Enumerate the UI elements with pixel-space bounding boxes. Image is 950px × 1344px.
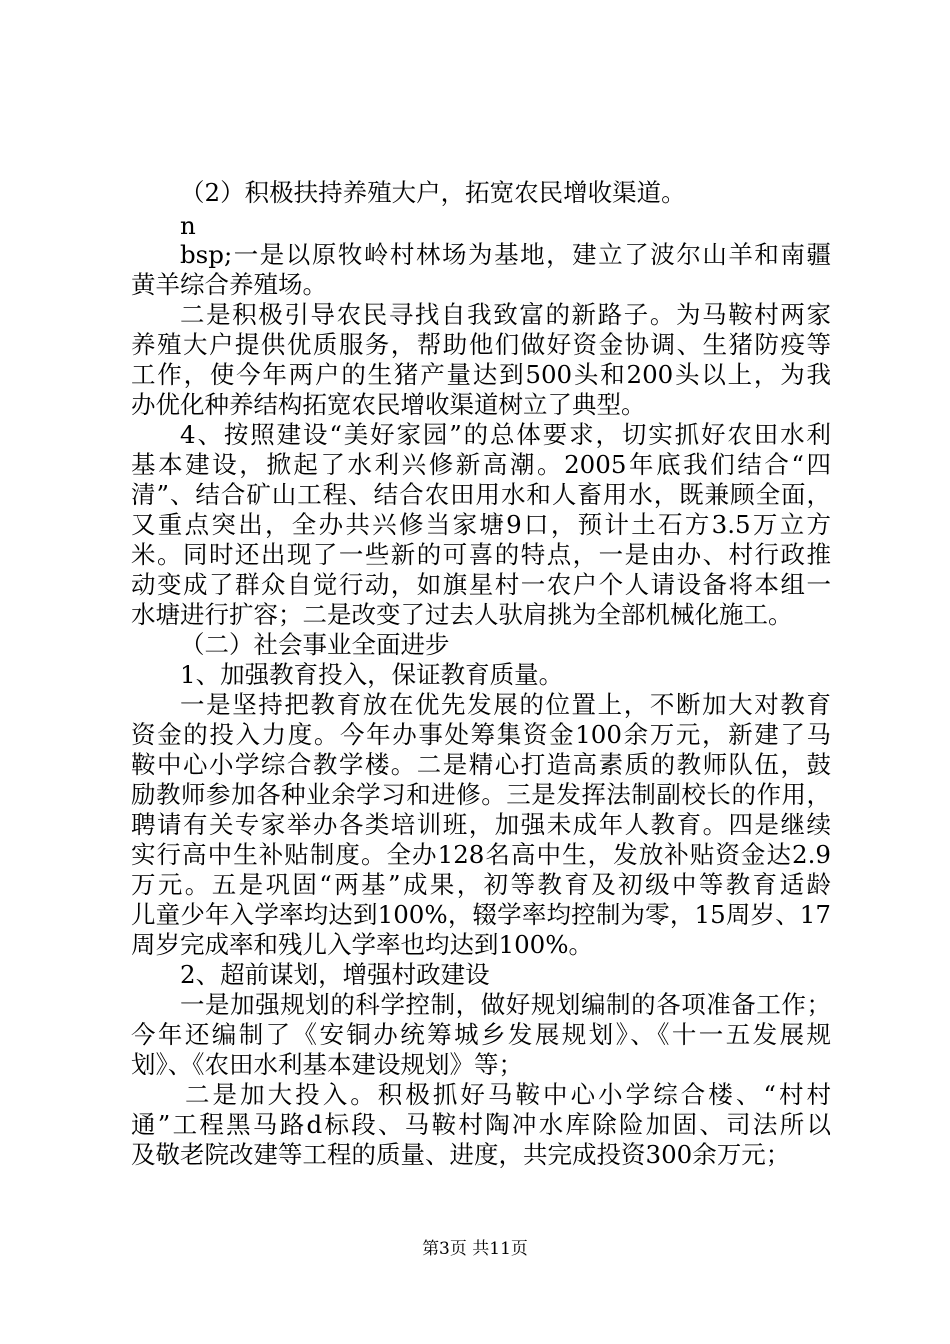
text-line-28: 一是加强规划的科学控制，做好规划编制的各项准备工作； xyxy=(180,990,831,1019)
text-line-7: 工作，使今年两户的生猪产量达到500头和200头以上，为我 xyxy=(131,360,831,389)
text-line-11: 清”、结合矿山工程、结合农田用水和人畜用水，既兼顾全面， xyxy=(131,480,831,509)
text-line-30: 划》、《农田水利基本建设规划》等； xyxy=(131,1050,523,1079)
text-line-3: bsp;一是以原牧岭村林场为基地，建立了波尔山羊和南疆 xyxy=(180,240,831,269)
text-line-19: 资金的投入力度。今年办事处筹集资金100余万元，新建了马 xyxy=(131,720,831,749)
section-heading: （二）社会事业全面进步 xyxy=(180,630,450,659)
text-line-33: 及敬老院改建等工程的质量、进度，共完成投资300余万元； xyxy=(131,1140,791,1169)
text-line-10: 基本建设，掀起了水利兴修新高潮。2005年底我们结合“四 xyxy=(131,450,831,479)
text-line-31: 二是加大投入。积极抓好马鞍中心小学综合楼、“村村 xyxy=(185,1080,831,1109)
text-line-18: 一是坚持把教育放在优先发展的位置上，不断加大对教育 xyxy=(180,690,831,719)
text-line-25: 儿童少年入学率均达到100%，辍学率均控制为零，15周岁、17 xyxy=(131,900,831,929)
text-line-6: 养殖大户提供优质服务，帮助他们做好资金协调、生猪防疫等 xyxy=(131,330,831,359)
text-line-17: 1、加强教育投入，保证教育质量。 xyxy=(180,660,564,689)
text-line-12: 又重点突出，全办共兴修当家塘9口，预计土石方3.5万立方 xyxy=(131,510,831,539)
text-line-14: 动变成了群众自觉行动，如旗星村一农户个人请设备将本组一 xyxy=(131,570,831,599)
text-line-15: 水塘进行扩容；二是改变了过去人驮肩挑为全部机械化施工。 xyxy=(131,600,793,629)
text-line-1: （2）积极扶持养殖大户，拓宽农民增收渠道。 xyxy=(180,178,686,207)
text-line-29: 今年还编制了《安铜办统筹城乡发展规划》、《十一五发展规 xyxy=(131,1020,831,1049)
text-line-20: 鞍中心小学综合教学楼。二是精心打造高素质的教师队伍，鼓 xyxy=(131,750,831,779)
text-line-8: 办优化种养结构拓宽农民增收渠道树立了典型。 xyxy=(131,390,646,419)
text-line-23: 实行高中生补贴制度。全办128名高中生，发放补贴资金达2.9 xyxy=(131,840,831,869)
text-line-2: n xyxy=(180,211,196,240)
text-line-21: 励教师参加各种业余学习和进修。三是发挥法制副校长的作用， xyxy=(131,780,831,809)
text-line-27: 2、超前谋划，增强村政建设 xyxy=(180,960,490,989)
page-footer: 第3页 共11页 xyxy=(422,1239,528,1259)
text-line-26: 周岁完成率和残儿入学率也均达到100%。 xyxy=(131,930,594,959)
text-line-5: 二是积极引导农民寻找自我致富的新路子。为马鞍村两家 xyxy=(180,300,831,329)
text-line-4: 黄羊综合养殖场。 xyxy=(131,270,327,299)
text-line-22: 聘请有关专家举办各类培训班，加强未成年人教育。四是继续 xyxy=(131,810,831,839)
text-line-9: 4、按照建设“美好家园”的总体要求，切实抓好农田水利 xyxy=(180,420,831,449)
text-line-24: 万元。五是巩固“两基”成果，初等教育及初级中等教育适龄 xyxy=(131,870,831,899)
text-line-13: 米。同时还出现了一些新的可喜的特点，一是由办、村行政推 xyxy=(131,540,831,569)
text-line-32: 通”工程黑马路d标段、马鞍村陶冲水库除险加固、司法所以 xyxy=(131,1110,831,1139)
